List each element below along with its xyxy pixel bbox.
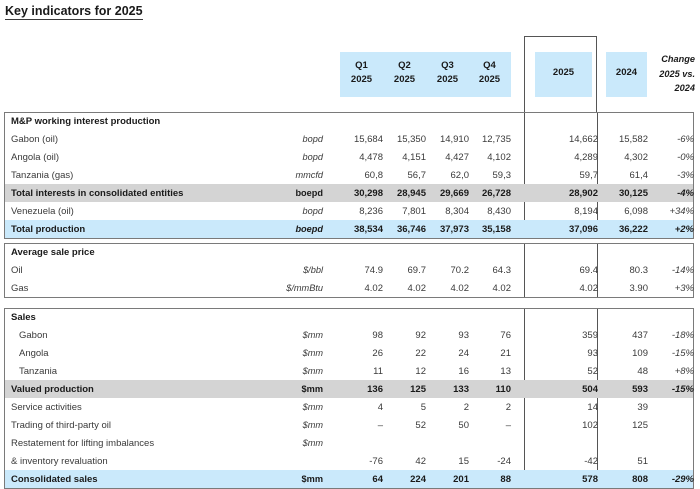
row-label: Venezuela (oil) [11,205,74,217]
row-label: Gabon [19,329,48,341]
table-row [5,452,693,470]
column-header-q2 [383,59,426,87]
cell-2025: 578 [582,473,598,485]
cell-q3: 93 [458,329,469,341]
cell-q4: 13 [500,365,511,377]
row-label: Gas [11,282,29,294]
cell-change: +34% [669,205,694,217]
cell-change: -18% [671,329,694,341]
cell-q4: 4,102 [487,151,511,163]
cell-q4: -24 [497,455,511,467]
cell-2025: 69.4 [579,264,598,276]
column-header-change [647,52,695,96]
row-unit: $mm [301,474,323,484]
cell-2024: 109 [632,347,648,359]
column-header-q4 [468,59,511,87]
row-unit: bopd [302,206,323,216]
cell-q3: 14,910 [439,133,469,145]
production-table [4,112,694,239]
cell-q3: 15 [458,455,469,467]
cell-2025: 28,902 [568,187,598,199]
column-header-q3 [426,59,469,87]
row-unit: boepd [295,224,323,234]
row-label: Service activities [11,401,82,413]
row-unit: mmcfd [295,170,323,180]
cell-q2: 4.02 [407,282,426,294]
row-unit: $mm [301,384,323,394]
cell-q3: 70.2 [450,264,469,276]
cell-2024: 39 [637,401,648,413]
cell-2024: 437 [632,329,648,341]
cell-2025: 4.02 [579,282,598,294]
cell-q4: 2 [505,401,511,413]
cell-2025: 102 [582,419,598,431]
cell-change [650,434,694,452]
cell-q1: 8,236 [359,205,383,217]
cell-2025: 504 [582,383,598,395]
row-label: Trading of third-party oil [11,419,111,431]
cell-change: -6% [677,133,694,145]
cell-q4 [459,434,511,452]
cell-2024: 80.3 [629,264,648,276]
cell-q3: 16 [458,365,469,377]
table-row [5,398,693,416]
cell-q3: 2 [463,401,469,413]
table-row [5,416,693,434]
row-label: Angola [19,347,49,359]
change-line-1: Change [661,54,695,64]
row-label: & inventory revaluation [11,455,108,467]
row-label: Angola (oil) [11,151,60,163]
cell-2024: 30,125 [618,187,648,199]
section-title-sales: Sales [11,312,36,323]
cell-q3: 4.02 [450,282,469,294]
cell-2025: -42 [584,455,598,467]
cell-2025: 359 [582,329,598,341]
table-row [5,362,693,380]
table-row-subtotal [5,380,693,398]
row-unit: bopd [302,134,323,144]
cell-2025: 4,289 [574,151,598,163]
section-heading-row [5,244,693,261]
cell-q1: 136 [367,383,383,395]
cell-2025: 8,194 [574,205,598,217]
q4-year: 2025 [478,74,501,85]
cell-q4: 64.3 [492,264,511,276]
cell-2024: 3.90 [629,282,648,294]
row-label: Tanzania [19,365,58,377]
section-title-production: M&P working interest production [11,116,161,127]
table-header [0,32,700,108]
row-unit: bopd [302,152,323,162]
q4-label: Q4 [483,60,496,71]
row-label: Valued production [11,383,94,395]
cell-q4: 110 [495,383,511,395]
cell-2024: 61,4 [629,169,648,181]
cell-q2: 4,151 [402,151,426,163]
cell-q2: 42 [415,455,426,467]
cell-q2: 52 [415,419,426,431]
cell-2024 [597,434,648,452]
cell-q3: 24 [458,347,469,359]
cell-q4: 35,158 [481,223,511,235]
cell-change: -15% [671,347,694,359]
cell-q4: 8,430 [487,205,511,217]
column-header-q1 [340,59,383,87]
cell-2024: 48 [637,365,648,377]
cell-q3: 4,427 [445,151,469,163]
sales-table [4,308,694,489]
row-label: Gabon (oil) [11,133,58,145]
cell-change: -0% [677,151,694,163]
table-row [5,344,693,362]
cell-q1: -76 [369,455,383,467]
cell-q4: – [505,419,511,431]
row-unit: boepd [295,188,323,198]
q1-year: 2025 [350,74,373,85]
cell-change: +2% [674,223,694,235]
cell-q1: 15,684 [353,133,383,145]
cell-q2: 7,801 [402,205,426,217]
column-header-year-2025: 2025 [552,67,575,78]
cell-q1: 4 [377,401,383,413]
row-unit: $mm [302,402,323,412]
cell-2024: 36,222 [618,223,648,235]
row-label: Oil [11,264,23,276]
cell-q3: 133 [453,383,469,395]
cell-2024: 593 [632,383,648,395]
cell-q1: 30,298 [353,187,383,199]
cell-q3: 37,973 [439,223,469,235]
row-label: Total production [11,223,86,235]
cell-2025 [533,434,598,452]
cell-q2: 69.7 [407,264,426,276]
q2-label: Q2 [398,60,411,71]
row-unit: $/bbl [303,265,323,275]
cell-q4: 88 [500,473,511,485]
change-line-2: 2025 vs. [659,68,695,79]
cell-change [650,452,694,470]
cell-q1: 26 [372,347,383,359]
section-heading-row [5,113,693,130]
cell-q3: 8,304 [445,205,469,217]
cell-q1: 98 [372,329,383,341]
cell-q1: 74.9 [364,264,383,276]
cell-q4: 4.02 [492,282,511,294]
row-unit: $mm [302,420,323,430]
cell-2025: 59,7 [579,169,598,181]
table-row [5,130,693,148]
q3-label: Q3 [441,60,454,71]
cell-q1: 60,8 [364,169,383,181]
row-unit: $mm [302,366,323,376]
cell-2025: 14,662 [568,133,598,145]
row-unit [215,452,323,470]
cell-q4: 12,735 [481,133,511,145]
q1-label: Q1 [355,60,368,71]
cell-change: -4% [677,187,694,199]
table-row [5,202,693,220]
cell-q4: 76 [500,329,511,341]
column-header-year-2024: 2024 [615,67,638,78]
table-row [5,148,693,166]
cell-change: +3% [674,282,694,294]
table-row-total [5,470,693,488]
cell-q4: 21 [500,347,511,359]
cell-change: -3% [677,169,694,181]
cell-q1: 64 [372,473,383,485]
table-row-subtotal [5,184,693,202]
cell-q2: 12 [415,365,426,377]
row-label: Total interests in consolidated entities [11,187,184,199]
cell-q2: 22 [415,347,426,359]
cell-change: -29% [671,473,694,485]
cell-2025: 37,096 [568,223,598,235]
table-row [5,279,693,297]
cell-q1: – [377,419,383,431]
q3-year: 2025 [436,74,459,85]
cell-q1: 11 [373,365,383,377]
cell-2024: 125 [632,419,648,431]
row-label: Restatement for lifting imbalances [11,437,155,449]
average-sale-price-table [4,243,694,298]
cell-q2: 125 [410,383,426,395]
cell-change: +8% [674,365,694,377]
cell-q1: 38,534 [353,223,383,235]
cell-q3: 62,0 [450,169,469,181]
cell-2025: 52 [587,365,598,377]
row-label: Tanzania (gas) [11,169,74,181]
section-title-price: Average sale price [11,247,95,258]
cell-q2: 56,7 [407,169,426,181]
cell-2024: 808 [632,473,648,485]
row-label: Consolidated sales [11,473,98,485]
row-unit: $mm [302,348,323,358]
row-unit: $mm [302,330,323,340]
cell-2024: 15,582 [618,133,648,145]
cell-2025: 14 [587,401,598,413]
cell-q2: 36,746 [396,223,426,235]
cell-2024: 6,098 [624,205,648,217]
q2-year: 2025 [393,74,416,85]
row-unit: $mm [302,438,323,448]
cell-q4: 59,3 [492,169,511,181]
cell-2024: 51 [637,455,648,467]
cell-q1: 4.02 [364,282,383,294]
cell-2024: 4,302 [624,151,648,163]
cell-q3: 29,669 [439,187,469,199]
section-heading-row [5,309,693,326]
cell-2025: 93 [587,347,598,359]
cell-q2: 15,350 [396,133,426,145]
cell-change [650,398,694,416]
cell-q2: 224 [410,473,426,485]
table-row [5,434,693,452]
cell-q3: 201 [453,473,469,485]
cell-change: -15% [671,383,694,395]
cell-q2: 5 [420,401,426,413]
cell-q1: 4,478 [359,151,383,163]
change-line-3: 2024 [674,83,695,93]
cell-change: -14% [671,264,694,276]
cell-q4: 26,728 [481,187,511,199]
page-title: Key indicators for 2025 [5,4,143,18]
table-row-total [5,220,693,238]
table-row [5,326,693,344]
cell-q2: 92 [415,329,426,341]
table-row [5,166,693,184]
row-unit: $/mmBtu [286,283,323,293]
cell-q3: 50 [458,419,469,431]
cell-q2: 28,945 [396,187,426,199]
table-row [5,261,693,279]
cell-change [650,416,694,434]
